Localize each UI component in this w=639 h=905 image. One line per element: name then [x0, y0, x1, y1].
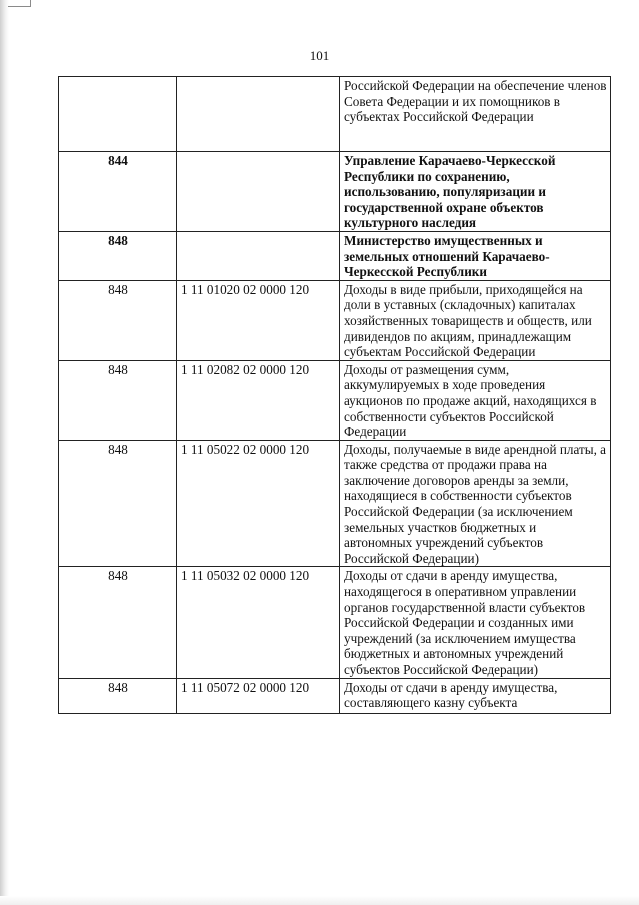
table-row-heading	[59, 231, 611, 280]
scan-corner-mark	[8, 0, 31, 7]
administrator-code-cell: 844	[59, 152, 177, 232]
revenue-code-cell	[177, 77, 340, 152]
table-row	[59, 678, 611, 713]
administrator-code-cell: 848	[59, 678, 177, 713]
revenue-code-cell	[177, 231, 340, 280]
revenue-code-cell: 1 11 05022 02 0000 120	[177, 440, 340, 567]
administrator-code-cell	[59, 77, 177, 152]
administrator-code-cell: 848	[59, 280, 177, 360]
revenue-code-cell: 1 11 02082 02 0000 120	[177, 360, 340, 440]
revenue-code-cell: 1 11 05032 02 0000 120	[177, 567, 340, 678]
revenue-name-cell: Доходы от сдачи в аренду имущества, составляющего казну субъекта	[340, 678, 611, 713]
revenue-code-cell: 1 11 05072 02 0000 120	[177, 678, 340, 713]
scan-shadow-left-edge	[0, 0, 9, 905]
revenue-code-cell: 1 11 01020 02 0000 120	[177, 280, 340, 360]
administrator-name-cell: Управление Карачаево-Черкесской Республики по сохранению, использованию, популяризации и государственной охране объектов культурного наследия	[340, 152, 611, 232]
revenue-name-cell: Доходы, получаемые в виде арендной платы, а также средства от продажи права на заключение договоров аренды за земли, находящиеся в собственности субъектов Российской Федерации (за исключением земельных участков бюджетных и автономных учреждений субъектов Российской Федерации)	[340, 440, 611, 567]
page-number: 101	[309, 48, 330, 63]
table-row	[59, 280, 611, 360]
revenue-name-cell: Российской Федерации на обеспечение членов Совета Федерации и их помощников в субъектах Российской Федерации	[340, 77, 611, 152]
administrator-code-cell: 848	[59, 231, 177, 280]
administrator-code-cell: 848	[59, 567, 177, 678]
table-row	[59, 567, 611, 678]
revenue-codes-table	[58, 76, 611, 714]
revenue-name-cell: Доходы от размещения сумм, аккумулируемых в ходе проведения аукционов по продаже акций, находящихся в собственности субъектов Российской Федерации	[340, 360, 611, 440]
table-row	[59, 360, 611, 440]
table-row	[59, 440, 611, 567]
revenue-name-cell: Доходы в виде прибыли, приходящейся на доли в уставных (складочных) капиталах хозяйственных товариществ и обществ, или дивидендов по акциям, принадлежащим субъектам Российской Федерации	[340, 280, 611, 360]
administrator-code-cell: 848	[59, 440, 177, 567]
table-row-heading	[59, 152, 611, 232]
administrator-name-cell: Министерство имущественных и земельных отношений Карачаево-Черкесской Республики	[340, 231, 611, 280]
administrator-code-cell: 848	[59, 360, 177, 440]
revenue-code-cell	[177, 152, 340, 232]
table-row	[59, 77, 611, 152]
revenue-name-cell: Доходы от сдачи в аренду имущества, находящегося в оперативном управлении органов государственной власти субъектов Российской Федерации и созданных ими учреждений (за исключением имущества бюджетных и автономных учреждений субъектов Российской Федерации)	[340, 567, 611, 678]
scan-shadow-bottom-edge	[0, 896, 639, 905]
